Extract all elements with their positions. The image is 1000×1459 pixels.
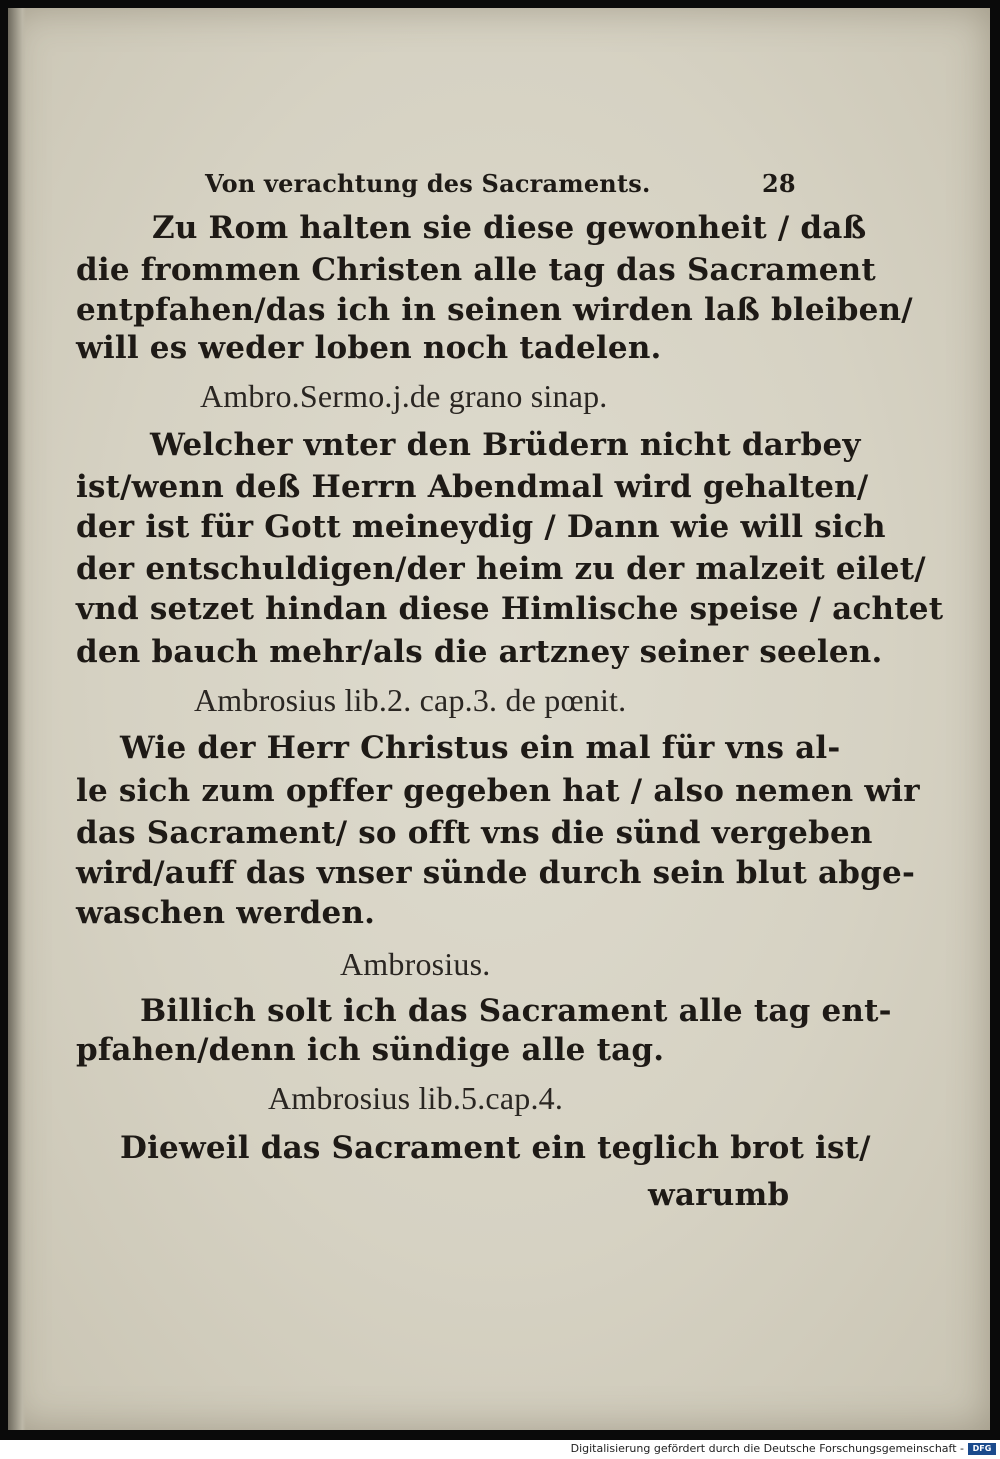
citation: Ambrosius lib.5.cap.4. (268, 1080, 564, 1116)
text-line: waschen werden. (76, 895, 376, 931)
text-line: die frommen Christen alle tag das Sacrament (76, 252, 876, 288)
text-line: Zu Rom halten sie diese gewonheit / daß (152, 210, 867, 246)
citation: Ambrosius lib.2. cap.3. de pœnit. (194, 682, 627, 718)
text-line: will es weder loben noch tadelen. (76, 330, 662, 366)
running-head: Von verachtung des Sacraments. (205, 169, 651, 198)
digitization-footer (0, 1440, 1000, 1459)
funding-credit: Digitalisierung gefördert durch die Deutsche Forschungsgemeinschaft - (570, 1442, 964, 1455)
text-line: den bauch mehr/als die artzney seiner seelen. (76, 634, 883, 670)
dfg-logo: DFG (968, 1443, 996, 1455)
page-gutter-shadow (8, 8, 26, 1430)
catchword: warumb (648, 1177, 790, 1213)
text-line: Wie der Herr Christus ein mal für vns al- (120, 730, 841, 766)
page-number: 28 (762, 169, 796, 198)
text-line: wird/auff das vnser sünde durch sein blut abge- (76, 855, 916, 891)
text-line: vnd setzet hindan diese Himlische speise / achtet (76, 591, 944, 627)
text-line: der ist für Gott meineydig / Dann wie will sich (76, 509, 886, 545)
text-line: der entschuldigen/der heim zu der malzeit eilet/ (76, 551, 926, 587)
text-line: ist/wenn deß Herrn Abendmal wird gehalten/ (76, 469, 869, 505)
citation: Ambro.Sermo.j.de grano sinap. (200, 378, 608, 414)
citation: Ambrosius. (340, 946, 491, 982)
text-line: Billich solt ich das Sacrament alle tag ent- (140, 993, 892, 1029)
text-line: entpfahen/das ich in seinen wirden laß bleiben/ (76, 292, 913, 328)
text-line: Dieweil das Sacrament ein teglich brot ist/ (120, 1130, 871, 1166)
text-line: le sich zum opffer gegeben hat / also nemen wir (76, 773, 920, 809)
text-line: pfahen/denn ich sündige alle tag. (76, 1032, 665, 1068)
text-line: Welcher vnter den Brüdern nicht darbey (150, 427, 861, 463)
text-line: das Sacrament/ so offt vns die sünd vergeben (76, 815, 873, 851)
